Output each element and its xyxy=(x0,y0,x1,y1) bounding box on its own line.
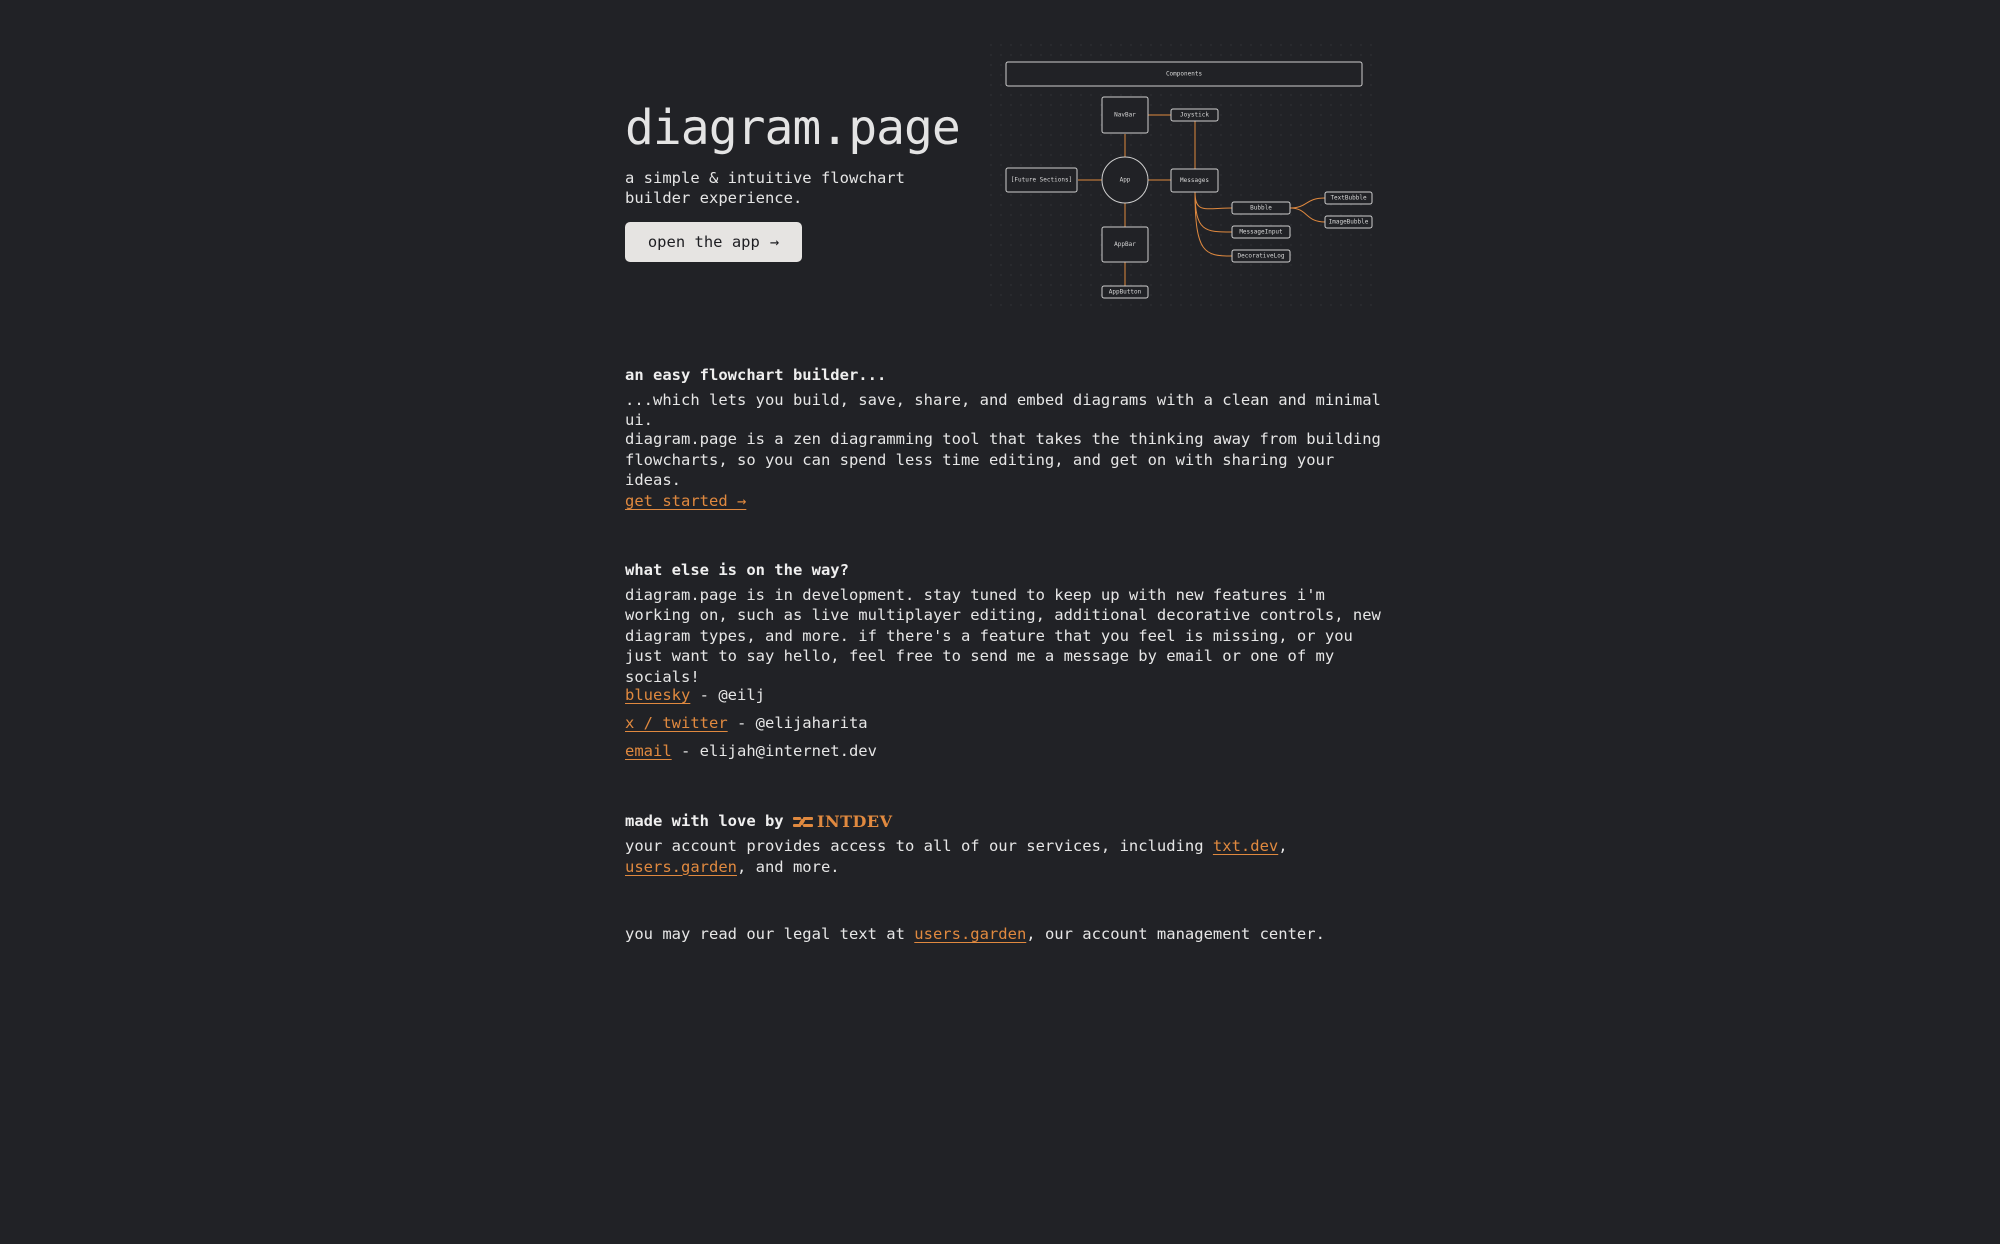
open-app-label: open the app xyxy=(647,233,760,251)
social-item-twitter xyxy=(625,713,1385,741)
email-link[interactable]: email xyxy=(625,742,672,760)
social-item-bluesky xyxy=(625,685,1385,713)
node-imagebubble: ImageBubble xyxy=(1328,218,1369,226)
intro-subheading: ...which lets you build, save, share, and embed diagrams with a clean and minimal ui. xyxy=(625,390,1381,429)
legal-text xyxy=(625,924,1385,945)
node-messageinput: MessageInput xyxy=(1239,228,1283,236)
node-components: Components xyxy=(1165,70,1203,78)
social-item-email xyxy=(625,741,1385,769)
intro-section xyxy=(625,365,1385,431)
twitter-handle: - @elijaharita xyxy=(727,714,868,732)
roadmap-section xyxy=(625,560,1385,687)
node-decorativelog: DecorativeLog xyxy=(1237,252,1285,260)
node-textbubble: TextBubble xyxy=(1330,194,1367,202)
roadmap-heading: what else is on the way? xyxy=(625,561,849,579)
socials-list xyxy=(625,685,1385,769)
node-appbutton: AppButton xyxy=(1108,288,1142,296)
bluesky-link[interactable]: bluesky xyxy=(625,686,691,704)
txt-dev-link[interactable]: txt.dev xyxy=(1212,837,1279,856)
intdev-logo[interactable] xyxy=(793,812,893,833)
node-bubble: Bubble xyxy=(1250,204,1272,212)
page-title: diagram.page xyxy=(625,100,960,156)
get-started-row xyxy=(625,491,1385,512)
node-app: App xyxy=(1119,176,1131,184)
hero-section xyxy=(625,100,1005,262)
account-suffix: , and more. xyxy=(736,857,840,876)
diagram-preview xyxy=(990,44,1380,314)
node-messages: Messages xyxy=(1180,177,1209,184)
account-sep: , xyxy=(1278,837,1288,856)
account-prefix: your account provides access to all of our services, including xyxy=(625,837,1213,856)
made-with-love xyxy=(625,811,1385,832)
legal-prefix: you may read our legal text at xyxy=(625,925,915,943)
node-navbar: NavBar xyxy=(1114,111,1136,119)
users-garden-link[interactable]: users.garden xyxy=(625,857,737,876)
roadmap-body: diagram.page is in development. stay tuned to keep up with new features i'm working on, such as live multiplayer editing, additional decorative controls, new diagram types, and more. if there's a feature that you feel is missing, or you just want to say hello, feel free to send me a message by email or one of my socials! xyxy=(625,585,1381,686)
legal-suffix: , our account management center. xyxy=(1026,925,1325,943)
intdev-brand-text: INTDEV xyxy=(816,811,893,831)
intro-heading: an easy flowchart builder... xyxy=(625,366,887,384)
node-future: [Future Sections] xyxy=(1010,176,1073,184)
node-joystick: Joystick xyxy=(1180,111,1209,119)
arrow-right-icon: → xyxy=(769,233,780,251)
get-started-link[interactable]: get started → xyxy=(625,492,747,510)
account-text xyxy=(625,836,1385,877)
node-appbar: AppBar xyxy=(1114,241,1136,248)
made-with-label: made with love by xyxy=(625,812,784,830)
twitter-link[interactable]: x / twitter xyxy=(625,714,728,732)
email-address: - elijah@internet.dev xyxy=(671,742,877,760)
footer-section xyxy=(625,811,1385,877)
tagline: a simple & intuitive flowchart builder experience. xyxy=(625,169,905,207)
intdev-mark-icon xyxy=(793,815,813,829)
intro-body: diagram.page is a zen diagramming tool that takes the thinking away from building flowcharts, so you can spend less time editing, and get on with sharing your ideas. xyxy=(625,430,1381,489)
bluesky-handle: - @eilj xyxy=(690,686,765,704)
legal-users-garden-link[interactable]: users.garden xyxy=(914,925,1027,943)
open-app-button[interactable] xyxy=(625,222,802,262)
